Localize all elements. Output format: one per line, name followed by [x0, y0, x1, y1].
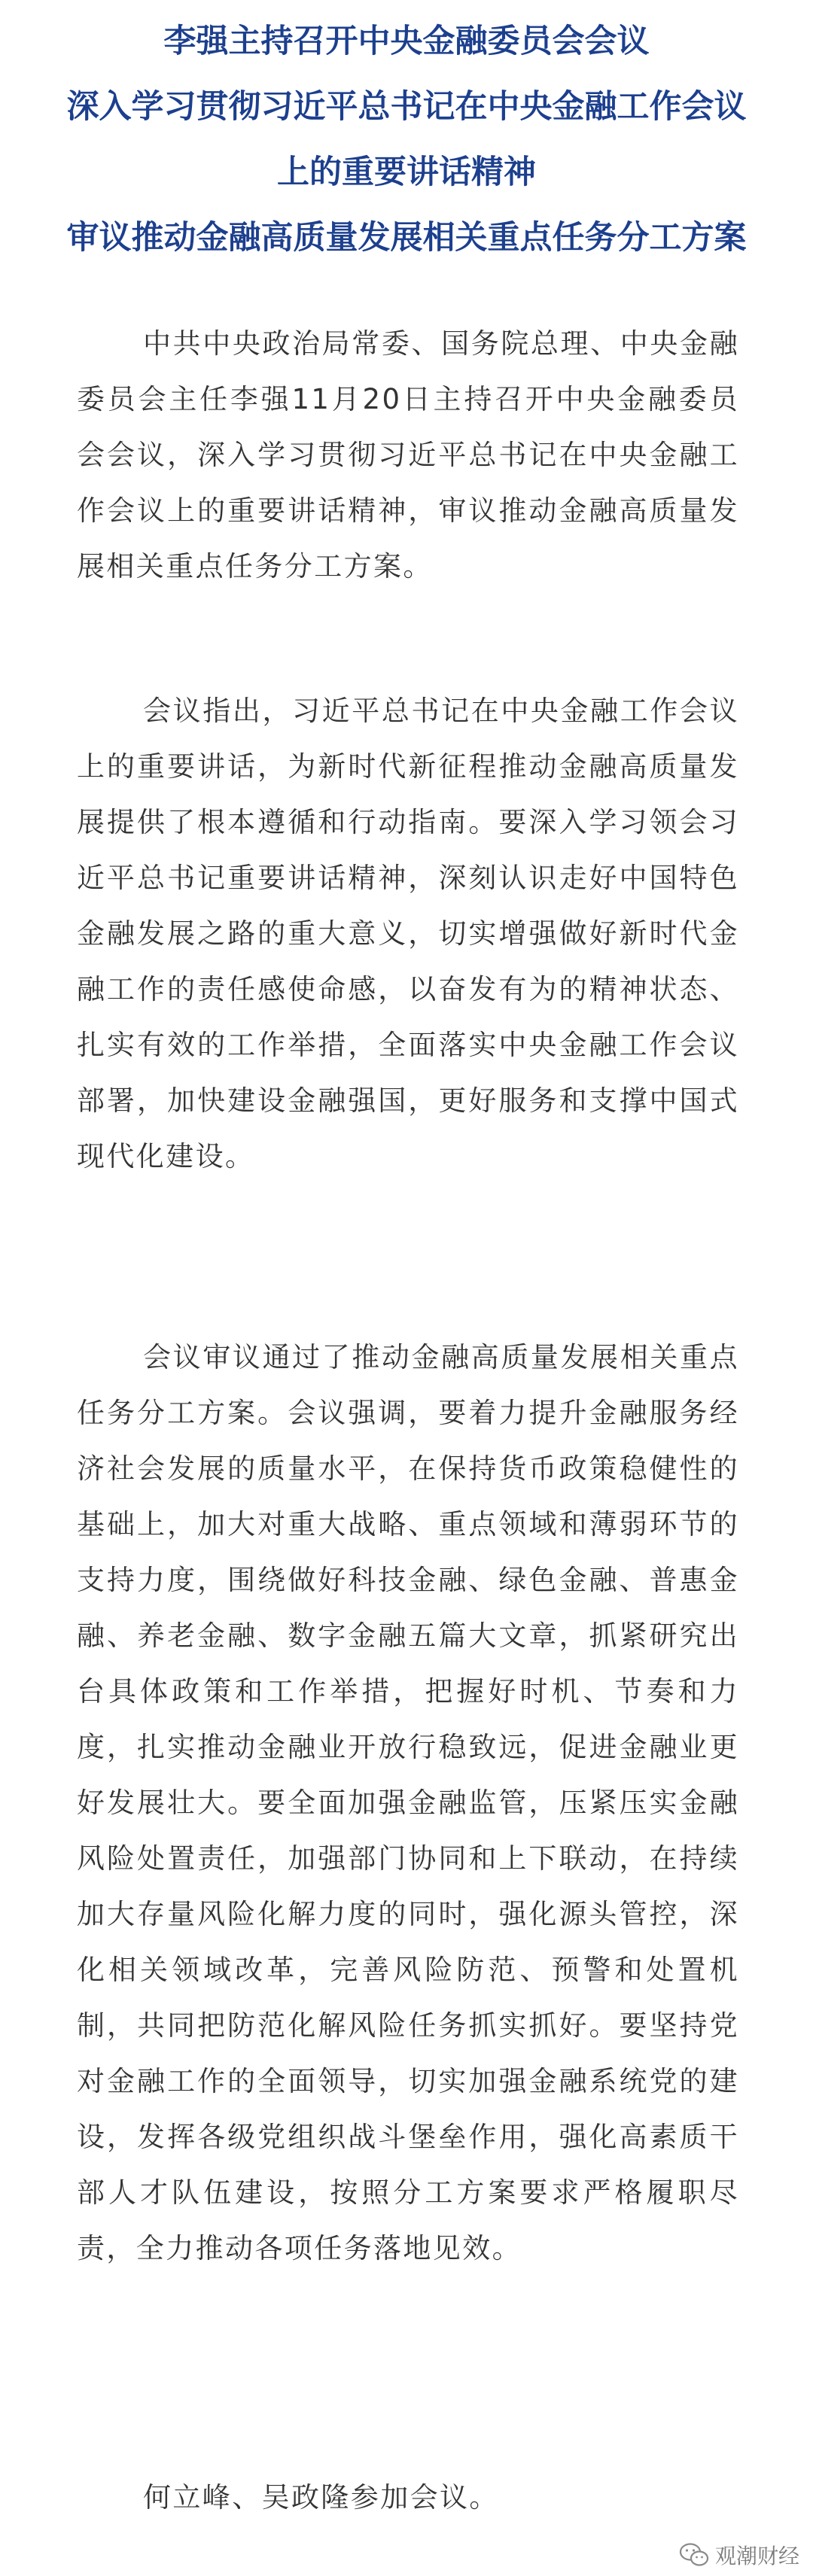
headline-line-1: 李强主持召开中央金融委员会会议	[163, 23, 650, 60]
headline-line-3: 上的重要讲话精神	[277, 154, 536, 191]
source-watermark	[679, 2540, 799, 2570]
headline-line-4: 审议推动金融高质量发展相关重点任务分工方案	[66, 219, 747, 257]
paragraph-2: 会议指出，习近平总书记在中央金融工作会议上的重要讲话，为新时代新征程推动金融高质量发展提供了根本遵循和行动指南。要深入学习领会习近平总书记重要讲话精神，深刻认识走好中国特色金融发展之路的重大意义，切实增强做好新时代金融工作的责任感使命感，以奋发有为的精神状态、扎实有效的工作举措，全面落实中央金融工作会议部署，加快建设金融强国，更好服务和支撑中国式现代化建设。	[77, 695, 739, 1172]
article-headline	[0, 9, 813, 271]
paragraph-4: 何立峰、吴政隆参加会议。	[143, 2481, 499, 2514]
paragraph-3: 会议审议通过了推动金融高质量发展相关重点任务分工方案。会议强调，要着力提升金融服务经济社会发展的质量水平，在保持货币政策稳健性的基础上，加大对重大战略、重点领域和薄弱环节的支持力度，围绕做好科技金融、绿色金融、普惠金融、养老金融、数字金融五篇大文章，抓紧研究出台具体政策和工作举措，把握好时机、节奏和力度，扎实推动金融业开放行稳致远，促进金融业更好发展壮大。要全面加强金融监管，压紧压实金融风险处置责任，加强部门协同和上下联动，在持续加大存量风险化解力度的同时，强化源头管控，深化相关领域改革，完善风险防范、预警和处置机制，共同把防范化解风险任务抓实抓好。要坚持党对金融工作的全面领导，切实加强金融系统党的建设，发挥各级党组织战斗堡垒作用，强化高素质干部人才队伍建设，按照分工方案要求严格履职尽责，全力推动各项任务落地见效。	[77, 1341, 739, 2264]
watermark-text: 观潮财经	[714, 2544, 799, 2568]
headline-line-2: 深入学习贯彻习近平总书记在中央金融工作会议	[66, 88, 747, 126]
wechat-icon	[679, 2542, 709, 2568]
paragraph-1: 中共中央政治局常委、国务院总理、中央金融委员会主任李强11月20日主持召开中央金融委员会会议，深入学习贯彻习近平总书记在中央金融工作会议上的重要讲话精神，审议推动金融高质量发展相关重点任务分工方案。	[77, 327, 739, 582]
